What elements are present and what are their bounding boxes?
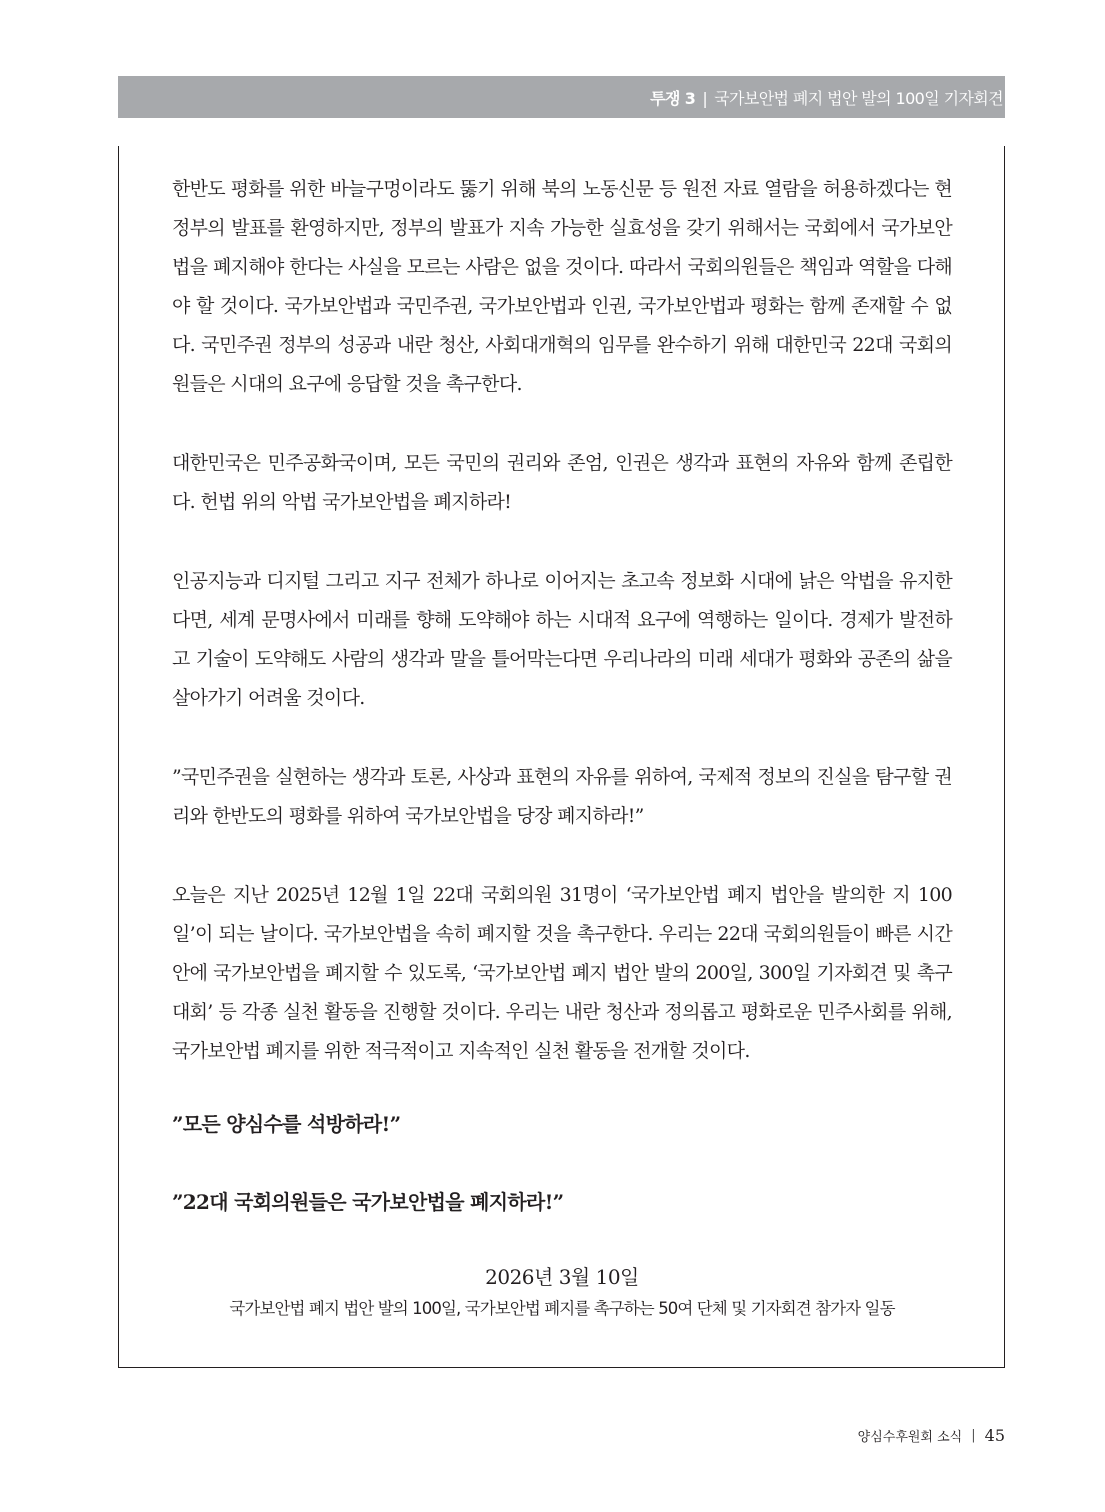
statement-signature: 국가보안법 폐지 법안 발의 100일, 국가보안법 폐지를 촉구하는 50여 단체 및 기자회견 참가자 일동 <box>229 1299 895 1318</box>
running-header <box>118 76 1005 118</box>
paragraph-5: 오늘은 지난 2025년 12월 1일 22대 국회의원 31명이 ‘국가보안법 폐지 법안을 발의한 지 100일’이 되는 날이다. 국가보안법을 속히 폐지할 것을 촉구한다. 우리는 22대 국회의원들이 빠른 시간 안에 국가보안법을 폐지할 수 있도록, ‘국가보안법 폐지 법안 발의 200일, 300일 기자회견 및 촉구대회’ 등 각종 실천 활동을 진행할 것이다. 우리는 내란 청산과 정의롭고 평화로운 민주사회를 위해, 국가보안법 폐지를 위한 적극적이고 지속적인 실천 활동을 전개할 것이다. <box>172 884 952 1062</box>
slogan-1: ”모든 양심수를 석방하라!” <box>172 1112 401 1136</box>
paragraph-4: ”국민주권을 실현하는 생각과 토론, 사상과 표현의 자유를 위하여, 국제적 정보의 진실을 탐구할 권리와 한반도의 평화를 위하여 국가보안법을 당장 폐지하라!” <box>172 766 952 827</box>
statement-date: 2026년 3월 10일 <box>485 1265 639 1289</box>
section-label: 투쟁 3 <box>650 88 696 108</box>
slogans <box>172 1105 952 1221</box>
slogan-2: ”22대 국회의원들은 국가보안법을 폐지하라!” <box>172 1190 564 1214</box>
header-title: 국가보안법 폐지 법안 발의 100일 기자회견 <box>714 88 1003 108</box>
page-footer <box>858 1426 1005 1445</box>
statement-body <box>172 170 952 1323</box>
page-number: 45 <box>984 1426 1005 1445</box>
paragraph-2: 대한민국은 민주공화국이며, 모든 국민의 권리와 존엄, 인권은 생각과 표현의 자유와 함께 존립한다. 헌법 위의 악법 국가보안법을 폐지하라! <box>172 452 952 513</box>
running-header-text <box>650 86 1003 109</box>
paragraph-3: 인공지능과 디지털 그리고 지구 전체가 하나로 이어지는 초고속 정보화 시대에 낡은 악법을 유지한다면, 세계 문명사에서 미래를 향해 도약해야 하는 시대적 요구에 역행하는 일이다. 경제가 발전하고 기술이 도약해도 사람의 생각과 말을 틀어막는다면 우리나라의 미래 세대가 평화와 공존의 삶을 살아가기 어려울 것이다. <box>172 570 952 709</box>
footer-separator: | <box>971 1428 976 1443</box>
header-separator: | <box>702 88 708 108</box>
paragraph-1: 한반도 평화를 위한 바늘구멍이라도 뚫기 위해 북의 노동신문 등 원전 자료 열람을 허용하겠다는 현 정부의 발표를 환영하지만, 정부의 발표가 지속 가능한 실효성을 갖기 위해서는 국회에서 국가보안법을 폐지해야 한다는 사실을 모르는 사람은 없을 것이다. 따라서 국회의원들은 책임과 역할을 다해야 할 것이다. 국가보안법과 국민주권, 국가보안법과 인권, 국가보안법과 평화는 함께 존재할 수 없다. 국민주권 정부의 성공과 내란 청산, 사회대개혁의 임무를 완수하기 위해 대한민국 22대 국회의원들은 시대의 요구에 응답할 것을 촉구한다. <box>172 178 952 395</box>
publication-name: 양심수후원회 소식 <box>857 1430 963 1445</box>
